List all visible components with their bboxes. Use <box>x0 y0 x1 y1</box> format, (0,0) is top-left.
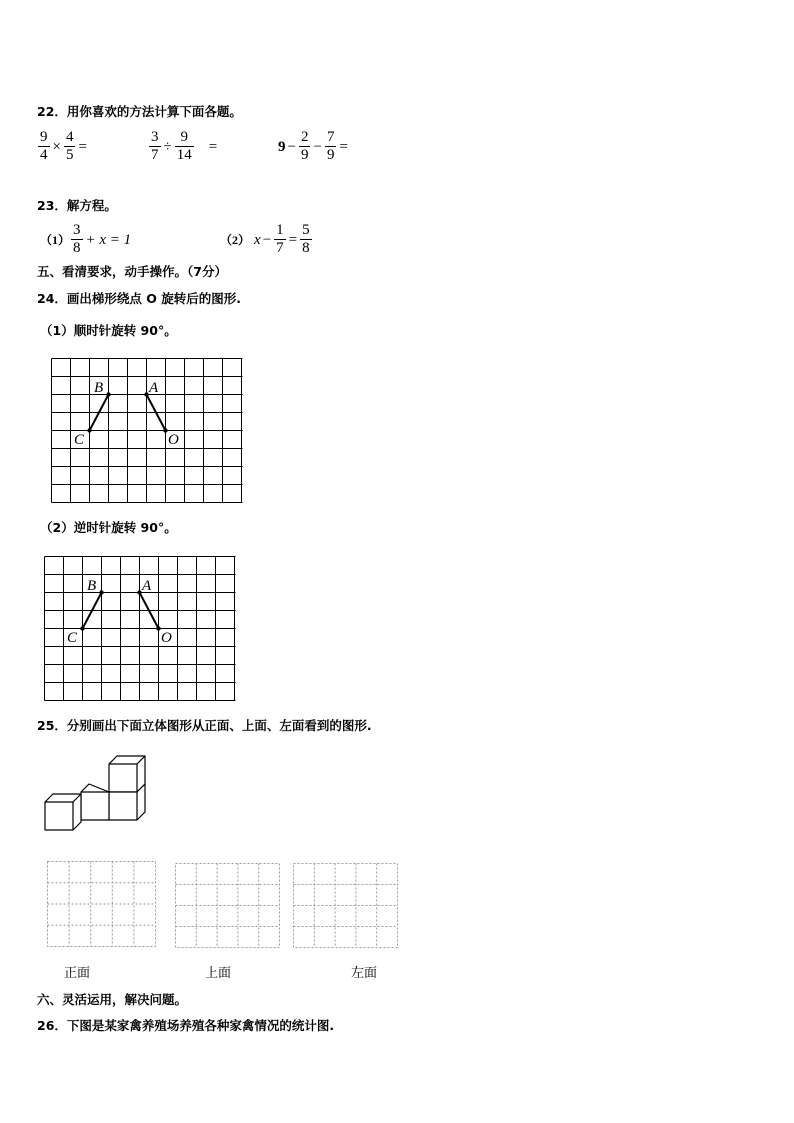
q22-title: 22．用你喜欢的方法计算下面各题。 <box>37 104 242 119</box>
fraction <box>149 130 161 164</box>
numerator: 2 <box>300 129 309 145</box>
part-label: （1） <box>40 233 71 247</box>
denominator: 8 <box>302 239 310 256</box>
label-o: O <box>168 432 179 448</box>
top-view-label: 上面 <box>205 966 232 981</box>
fraction <box>300 223 312 257</box>
denominator: 14 <box>176 146 192 163</box>
numerator: 1 <box>276 222 284 238</box>
grid-clockwise <box>48 355 248 507</box>
operator: × <box>52 138 61 155</box>
q26-title: 26．下图是某家禽养殖场养殖各种家禽情况的统计图. <box>37 1018 335 1033</box>
denominator: 7 <box>151 146 159 163</box>
cube-middle <box>81 784 109 820</box>
front-view-label: 正面 <box>64 966 91 981</box>
equals-sign: = <box>288 231 298 248</box>
fraction <box>325 130 337 164</box>
section-5-title: 五、看清要求，动手操作。（7分） <box>37 264 227 279</box>
point-b <box>106 392 110 396</box>
label-a: A <box>142 578 152 594</box>
q23-equation-2 <box>220 223 313 257</box>
fraction <box>64 130 76 164</box>
point-c <box>87 428 91 432</box>
variable: x <box>254 231 261 248</box>
operator: − <box>287 138 296 155</box>
numerator: 9 <box>40 129 48 145</box>
label-c: C <box>67 630 78 646</box>
denominator: 9 <box>326 146 335 163</box>
whole-number: 9 <box>278 138 286 155</box>
operator: − <box>262 231 272 248</box>
numerator: 9 <box>180 129 188 145</box>
q22-expression-2 <box>148 130 219 164</box>
part-label: （2） <box>220 233 251 247</box>
top-view-grid[interactable] <box>174 862 282 950</box>
denominator: 7 <box>276 239 284 256</box>
denominator: 9 <box>300 146 309 163</box>
label-a: A <box>149 380 159 396</box>
operator: ÷ <box>163 138 172 155</box>
equals-sign: = <box>339 138 348 155</box>
label-b: B <box>94 380 104 396</box>
grid-lines <box>52 359 243 503</box>
fraction <box>38 130 50 164</box>
fraction <box>175 130 194 164</box>
q24-title: 24．画出梯形绕点 O 旋转后的图形. <box>37 291 241 306</box>
point-c <box>80 626 84 630</box>
cube-solid-figure <box>42 754 150 834</box>
front-view-grid[interactable] <box>46 860 158 950</box>
numerator: 4 <box>65 129 74 145</box>
point-b <box>99 590 103 594</box>
label-b: B <box>87 578 97 594</box>
left-view-label: 左面 <box>351 966 378 981</box>
q23-title: 23．解方程。 <box>37 198 117 213</box>
q23-equation-1 <box>40 223 131 257</box>
numerator: 3 <box>151 129 159 145</box>
label-c: C <box>74 432 85 448</box>
equals-sign: = <box>78 138 87 155</box>
left-view-grid[interactable] <box>292 862 400 950</box>
equals-sign: = <box>208 138 218 155</box>
q25-title: 25．分别画出下面立体图形从正面、上面、左面看到的图形. <box>37 718 372 733</box>
fraction <box>299 130 311 164</box>
q24-sub2: （2）逆时针旋转 90°。 <box>40 520 177 535</box>
grid-lines <box>45 557 236 701</box>
q22-expression-3 <box>278 130 350 164</box>
numerator: 5 <box>302 222 310 238</box>
numerator: 3 <box>73 222 81 238</box>
operator: − <box>313 138 322 155</box>
denominator: 4 <box>40 146 48 163</box>
fraction <box>71 223 83 257</box>
label-o: O <box>161 630 172 646</box>
section-6-title: 六、灵活运用，解决问题。 <box>37 992 188 1007</box>
numerator: 7 <box>326 129 335 145</box>
q22-expression-1 <box>37 130 89 164</box>
denominator: 5 <box>65 146 74 163</box>
grid-counterclockwise <box>41 553 241 705</box>
denominator: 8 <box>73 239 81 256</box>
q24-sub1: （1）顺时针旋转 90°。 <box>40 323 177 338</box>
equation-rest: + x = 1 <box>85 231 132 248</box>
fraction <box>274 223 286 257</box>
